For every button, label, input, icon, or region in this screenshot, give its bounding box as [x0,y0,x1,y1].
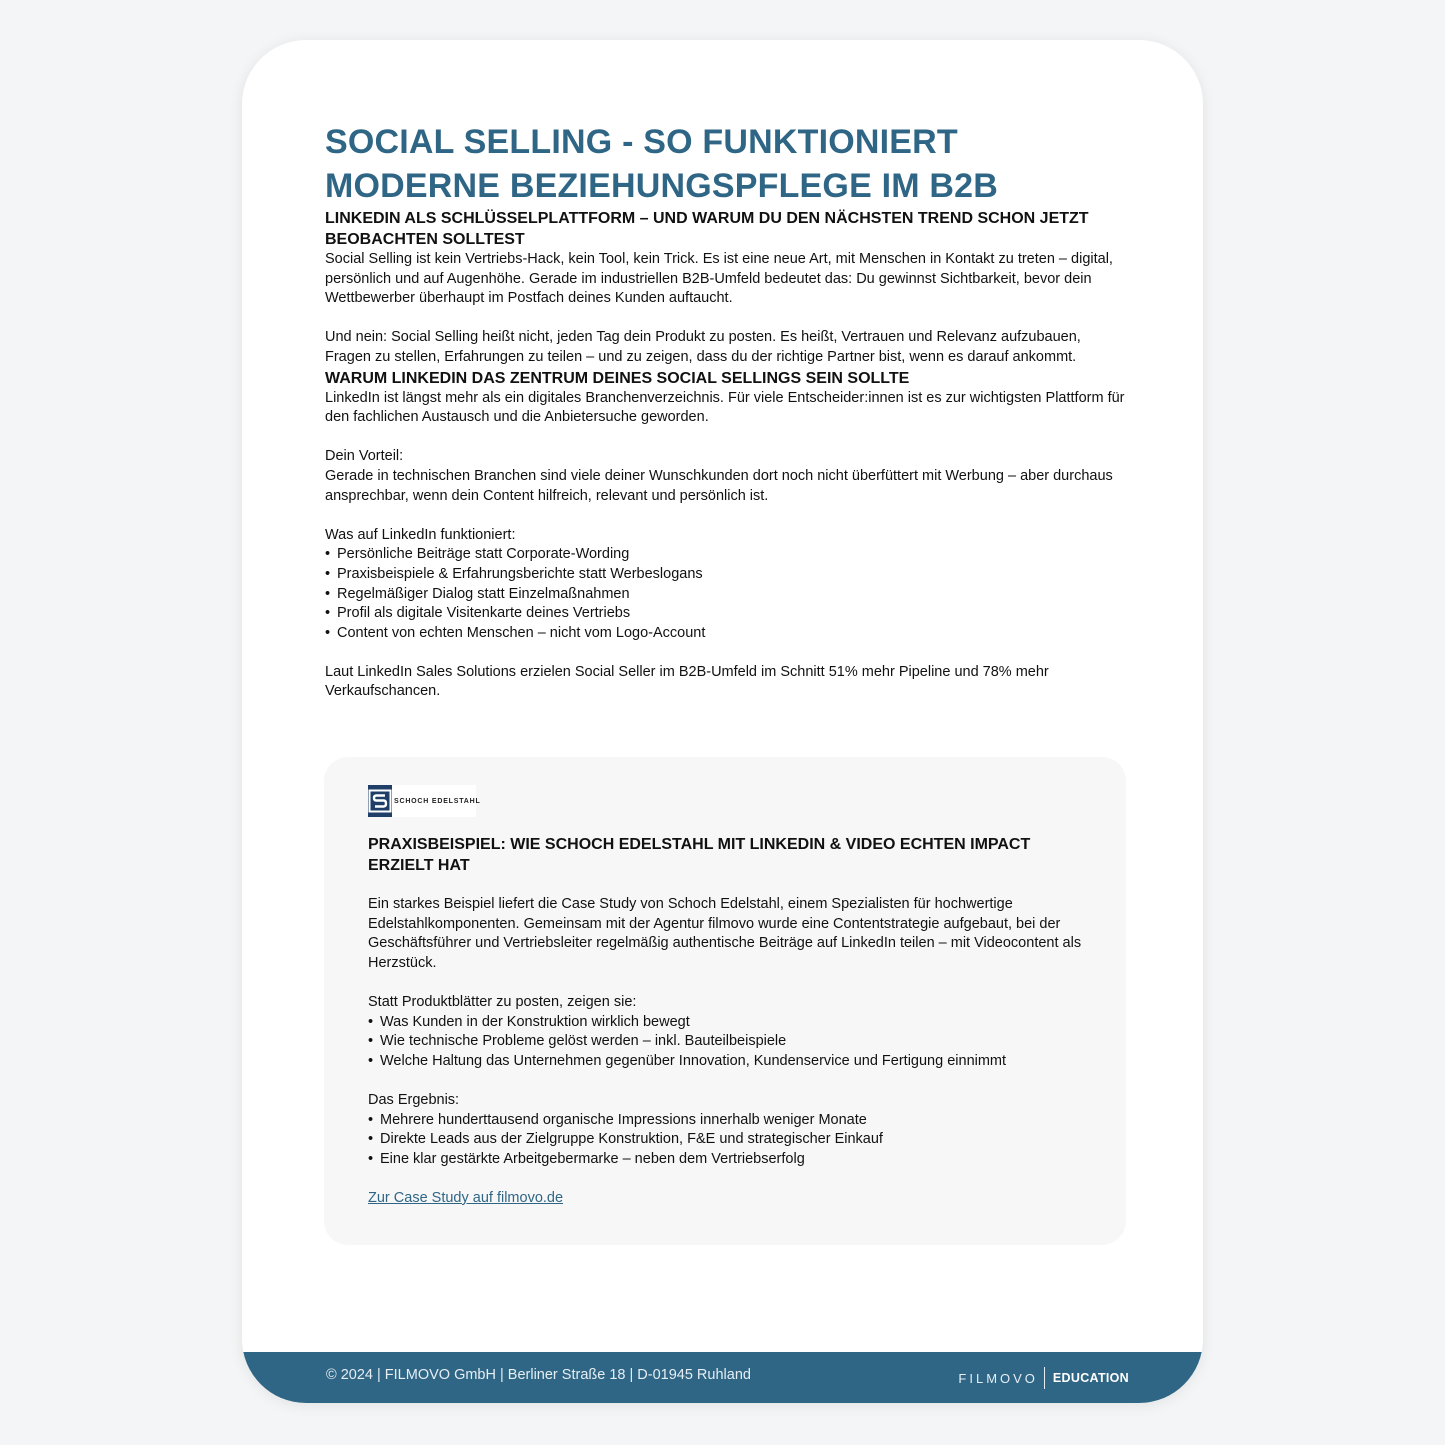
works-list [325,545,1125,643]
case-study-box [324,757,1126,1245]
section1-paragraph-1: Social Selling ist kein Vertriebs-Hack, kein Tool, kein Trick. Es ist eine neue Art, mit Menschen in Kontakt zu treten – digital, persönlich und auf Augenhöhe. Gerade im industriellen B2B-Umfeld bedeutet das: Du gewinnst Sichtbarkeit, bevor dein Wettbewerber überhaupt im Postfach deines Kunden auftaucht. [325,251,1113,307]
list-item: • Regelmäßiger Dialog statt Einzelmaßnahmen [325,585,1125,605]
brand-suffix: EDUCATION [1052,1371,1129,1385]
brand-name: FILMOVO [958,1370,1038,1386]
result-label: Das Ergebnis: [368,1091,460,1108]
case-study-intro: Ein starkes Beispiel liefert die Case Study von Schoch Edelstahl, einem Spezialisten für hochwertige Edelstahlkomponenten. Gemeinsam mit der Agentur filmovo wurde eine Contentstrategie aufgebaut, bei der Geschäftsführer und Vertriebsleiter regelmäßig authentische Beiträge auf LinkedIn teilen – mit Videocontent als Herzstück. [368,896,1082,971]
advantage-text: Gerade in technischen Branchen sind viele deiner Wunschkunden dort noch nicht überfüttert mit Werbung – aber durchaus ansprechbar, wenn dein Content hilfreich, relevant und persönlich ist. [325,467,1113,504]
section1-heading: LINKEDIN ALS SCHLÜSSELPLATTFORM – UND WARUM DU DEN NÄCHSTEN TREND SCHON JETZT BEOBACHTEN SOLLTEST [325,210,1089,248]
logo-wordmark: SCHOCH EDELSTAHL [394,797,481,805]
article-content [325,120,1125,702]
section2-paragraph-1: LinkedIn ist längst mehr als ein digitales Branchenverzeichnis. Für viele Entscheider:innen ist es zur wichtigsten Plattform für den fachlichen Austausch und die Anbietersuche geworden. [325,389,1125,426]
schoch-edelstahl-logo [368,785,481,817]
document-card [242,40,1203,1403]
list-item: • Wie technische Probleme gelöst werden – inkl. Bauteilbeispiele [368,1032,1088,1052]
case-study-link[interactable]: Zur Case Study auf filmovo.de [368,1189,564,1206]
list-item: • Was Kunden in der Konstruktion wirklich bewegt [368,1013,1088,1033]
list-item: • Eine klar gestärkte Arbeitgebermarke – neben dem Vertriebserfolg [368,1150,1088,1170]
list-item: • Persönliche Beiträge statt Corporate-Wording [325,545,1125,565]
list-item: • Welche Haltung das Unternehmen gegenüber Innovation, Kundenservice und Fertigung einnimmt [368,1052,1088,1072]
section1-paragraph-2: Und nein: Social Selling heißt nicht, jeden Tag dein Produkt zu posten. Es heißt, Vertrauen und Relevanz aufzubauen, Fragen zu stellen, Erfahrungen zu teilen – und zu zeigen, dass du der richtige Partner bist, wenn es darauf ankommt. [325,329,1081,365]
section2-heading: WARUM LINKEDIN DAS ZENTRUM DEINES SOCIAL SELLINGS SEIN SOLLTE [325,369,910,387]
list-item: • Profil als digitale Visitenkarte deines Vertriebs [325,604,1125,624]
brand-divider [1044,1367,1045,1389]
filmovo-education-logo [958,1367,1129,1389]
show-label: Statt Produktblätter zu posten, zeigen sie: [368,993,637,1010]
case-study-heading: PRAXISBEISPIEL: WIE SCHOCH EDELSTAHL MIT LINKEDIN & VIDEO ECHTEN IMPACT ERZIELT HAT [368,836,1031,874]
article-title: SOCIAL SELLING - SO FUNKTIONIERT MODERNE BEZIEHUNGSPFLEGE IM B2B [325,123,999,205]
advantage-label: Dein Vorteil: [325,448,404,465]
works-label: Was auf LinkedIn funktioniert: [325,526,516,543]
show-list [368,1013,1088,1072]
list-item: • Mehrere hunderttausend organische Impressions innerhalb weniger Monate [368,1111,1088,1131]
list-item: • Direkte Leads aus der Zielgruppe Konstruktion, F&E und strategischer Einkauf [368,1130,1088,1150]
footer [242,1352,1203,1403]
stat-paragraph: Laut LinkedIn Sales Solutions erzielen Social Seller im B2B-Umfeld im Schnitt 51% mehr Pipeline und 78% mehr Verkaufschancen. [325,663,1049,700]
schoch-logo-icon [368,785,392,817]
list-item: • Content von echten Menschen – nicht vom Logo-Account [325,624,1125,644]
list-item: • Praxisbeispiele & Erfahrungsberichte statt Werbeslogans [325,565,1125,585]
result-list [368,1111,1088,1170]
footer-address: © 2024 | FILMOVO GmbH | Berliner Straße 18 | D-01945 Ruhland [326,1367,751,1383]
